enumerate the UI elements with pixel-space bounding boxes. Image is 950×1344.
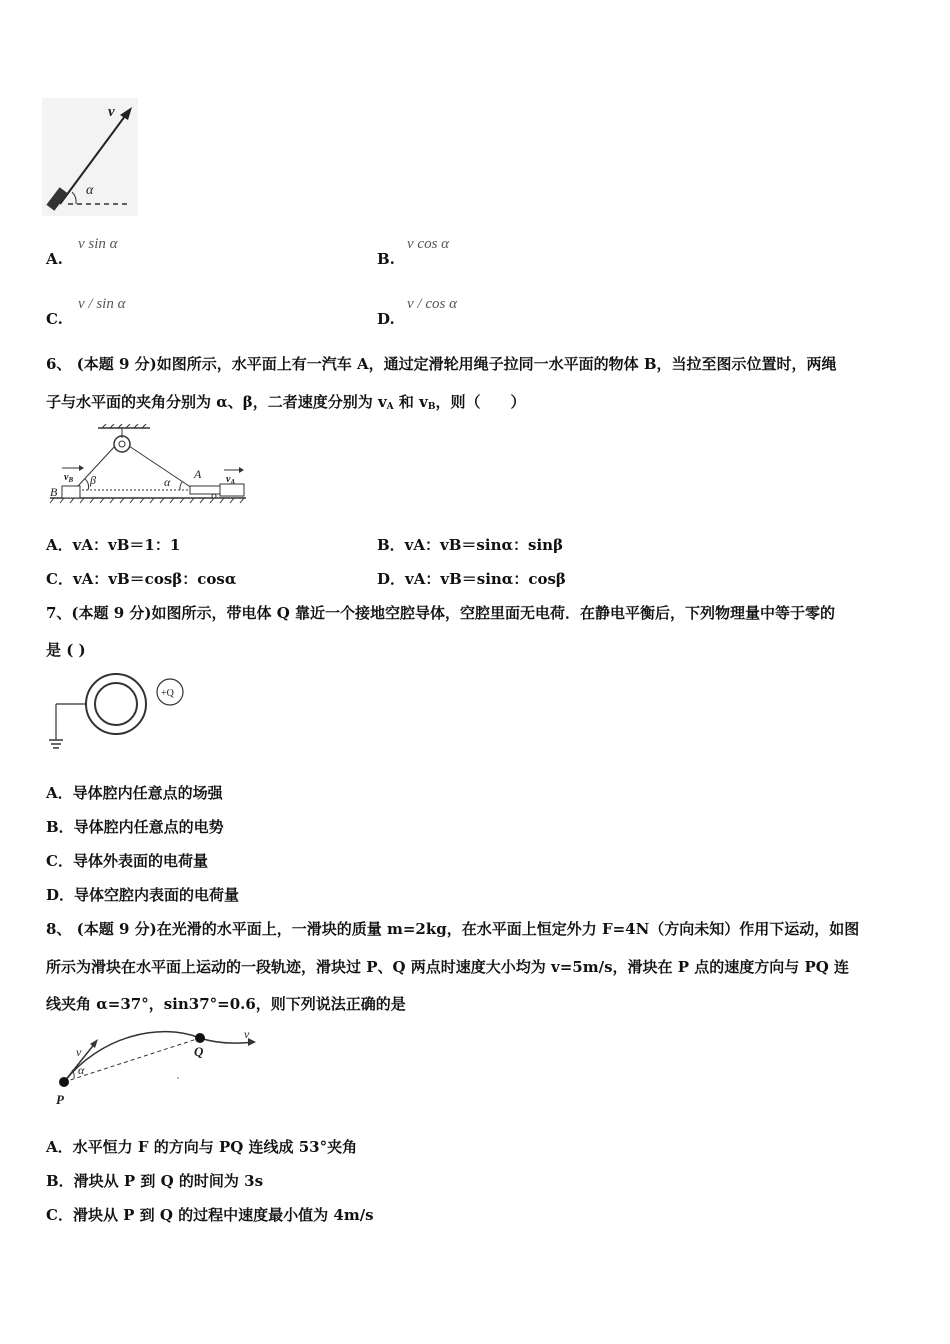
q8-v2-label: v (244, 1027, 250, 1041)
q8-option-c[interactable]: C．滑块从 P 到 Q 的过程中速度最小值为 4m/s (46, 1206, 374, 1224)
q7-option-d[interactable]: D．导体空腔内表面的电荷量 (46, 886, 240, 904)
q6-figure (48, 424, 248, 508)
q5-figure (42, 98, 138, 216)
q6-option-a[interactable]: A．vA：vB＝1：1 (46, 536, 181, 554)
q8-stem-line3: 线夹角 α=37°，sin37°=0.6，则下列说法正确的是 (46, 995, 406, 1013)
q6-stem-line2: 子与水平面的夹角分别为 α、β，二者速度分别为 $v_A$ 和 $v_B$，则（ ） (46, 393, 526, 412)
q5-alpha-label: α (86, 183, 94, 198)
q8-option-a[interactable]: A．水平恒力 F 的方向与 PQ 连线成 53°夹角 (46, 1138, 358, 1156)
q6-vA-label: $v_A$ (226, 474, 236, 486)
q6-option-b[interactable]: B．vA：vB＝sinα：sinβ (377, 536, 564, 554)
q8-stem-line2: 所示为滑块在水平面上运动的一段轨迹，滑块过 P、Q 两点时速度大小均为 v=5m/s，滑块在 P 点的速度方向与 PQ 连 (46, 958, 850, 976)
q7-charge-label: +Q (161, 688, 174, 699)
q6-option-d[interactable]: D．vA：vB＝sinα：cosβ (377, 570, 566, 588)
q8-Q-label: Q (194, 1044, 204, 1059)
q7-stem-line2: 是 ( ) (46, 641, 86, 659)
q8-v1-label: v (76, 1045, 82, 1059)
q7-option-a[interactable]: A．导体腔内任意点的场强 (46, 784, 223, 802)
q6-B-label: B (50, 485, 58, 499)
q5-option-c-letter[interactable]: C. (46, 310, 63, 328)
q5-v-label: v (108, 104, 115, 120)
q6-beta-label: β (90, 473, 96, 487)
q7-option-b[interactable]: B．导体腔内任意点的电势 (46, 818, 224, 836)
q6-stem-line1: 6、 (本题 9 分)如图所示，水平面上有一汽车 A，通过定滑轮用绳子拉同一水平面的物体 B，当拉至图示位置时，两绳 (46, 355, 837, 373)
q5-option-a-expr: v sin α (78, 236, 118, 252)
q5-option-d-letter[interactable]: D. (377, 310, 395, 328)
q8-figure (50, 1026, 260, 1108)
q5-option-c-expr: v / sin α (78, 296, 126, 312)
q7-figure (46, 672, 192, 754)
q8-option-b[interactable]: B．滑块从 P 到 Q 的时间为 3s (46, 1172, 264, 1190)
q5-option-d-expr: v / cos α (407, 296, 457, 312)
q8-stem-line1: 8、 (本题 9 分)在光滑的水平面上，一滑块的质量 m=2kg，在水平面上恒定外力 F=4N（方向未知）作用下运动，如图 (46, 920, 860, 938)
q8-P-label: P (56, 1092, 64, 1107)
q7-stem-line1: 7、(本题 9 分)如图所示，带电体 Q 靠近一个接地空腔导体，空腔里面无电荷．在静电平衡后，下列物理量中等于零的 (46, 604, 836, 622)
q6-option-c[interactable]: C．vA：vB＝cosβ：cosα (46, 570, 237, 588)
q5-option-b-expr: v cos α (407, 236, 450, 252)
q6-A-label: A (194, 467, 202, 481)
q7-option-c[interactable]: C．导体外表面的电荷量 (46, 852, 208, 870)
q6-vB-label: $v_B$ (64, 472, 74, 484)
q8-alpha-label: α (78, 1063, 85, 1077)
q5-option-b-letter[interactable]: B. (377, 250, 395, 268)
q5-option-a-letter[interactable]: A. (46, 250, 63, 268)
q6-alpha-label: α (164, 475, 171, 489)
